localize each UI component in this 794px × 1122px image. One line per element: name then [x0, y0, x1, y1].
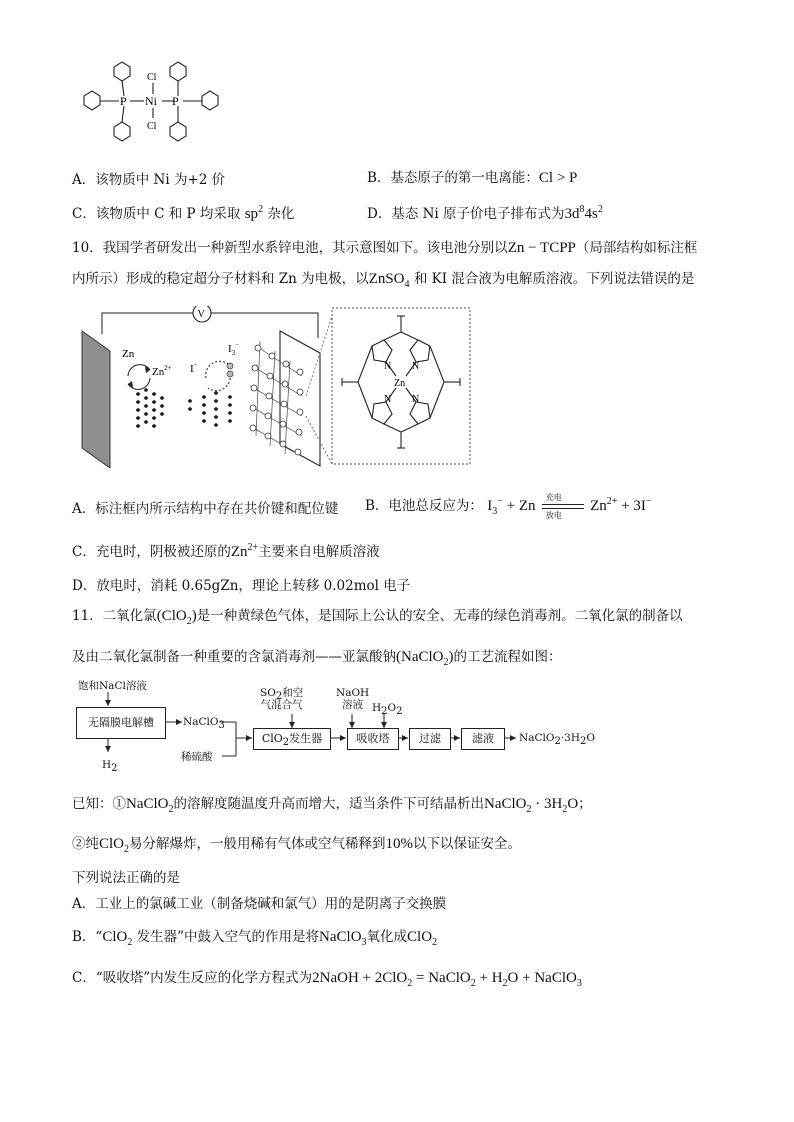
q11-stem-line1	[72, 604, 683, 625]
q10-option-d-text: D．放电时，消耗 0.65gZn，理论上转移 0.02mol 电子	[72, 578, 411, 594]
known-2	[72, 832, 521, 853]
iodide-dots	[188, 391, 232, 427]
q9-option-c-text: C．该物质中 C 和 P 均采取	[72, 206, 241, 222]
ni-atom: Ni	[145, 94, 157, 108]
clo2-formula: (ClO$_2$)	[156, 608, 197, 627]
h2-label: $H_2$	[102, 759, 118, 775]
q10-option-c-text: C．充电时，阴极被还原的	[72, 544, 231, 560]
q11-stem1-b: 是一种黄绿色气体，是国际上公认的安全、无毒的绿色消毒剂。二氧化氯的制备以	[196, 608, 683, 624]
electrolyzer-box: 无隔膜电解槽	[76, 707, 166, 739]
q9-option-b[interactable]	[367, 166, 577, 187]
ni-complex-structure	[82, 58, 252, 160]
q10-option-b-text: B．电池总反应为：	[365, 498, 483, 514]
q9-option-d[interactable]	[367, 202, 603, 223]
known2-a: ②纯	[72, 836, 99, 852]
zn-ion-dots	[136, 388, 164, 428]
known2-c: 以下以保证安全。	[413, 836, 522, 852]
zn-label: Zn	[122, 348, 135, 360]
zn-tcpp-electrode	[280, 331, 320, 466]
zn-tcpp-formula: Zn − TCPP	[507, 240, 576, 256]
filtrate-box: 滤液	[461, 728, 505, 750]
n-atom-tr: N	[412, 361, 420, 372]
clo2-formula-known: ClO$_2$	[99, 836, 130, 855]
cl-atom-bottom: Cl	[147, 121, 157, 132]
sp2-formula: $sp^2$	[244, 204, 264, 222]
naclo3-formula-b: NaClO$_3$	[319, 929, 367, 948]
n-atom-tl: N	[384, 361, 392, 372]
q9-option-b-text: B．基态原子的第一电离能：	[367, 170, 539, 186]
clo2-formula-b2: ClO$_2$	[407, 929, 438, 948]
q11-option-b-b: 发生器”中鼓入空气的作用是将	[136, 929, 320, 945]
q9-option-c[interactable]	[72, 202, 294, 223]
n-atom-br: N	[412, 394, 420, 405]
reversible-arrow	[540, 492, 586, 520]
n-atom-bl: N	[384, 394, 392, 405]
known2-b: 易分解爆炸，一般用稀有气体或空气稀释到	[129, 836, 386, 852]
gas-label: $SO_2$和空 气混合气	[260, 687, 304, 711]
q11-stem-line2	[72, 645, 562, 666]
q9-option-a-text: A．该物质中 Ni 为+2 价	[72, 172, 226, 188]
voltmeter-label: V	[197, 309, 205, 320]
triiodide-label: $I_3^-$	[228, 341, 240, 357]
q10-option-c[interactable]	[72, 540, 380, 561]
q11-option-b[interactable]	[72, 925, 437, 946]
known1-a: 已知：①	[72, 796, 126, 812]
q10-option-c-tail: 主要来自电解质溶液	[258, 544, 380, 560]
q9-option-b-math: Cl > P	[538, 170, 578, 186]
q10-stem1-c: （局部结构如标注框	[575, 240, 698, 256]
clo2-formula-b: ClO$_2$	[102, 929, 133, 948]
q11-option-a-text: A．工业上的氯碱工业（制备烧碱和氯气）用的是阴离子交换膜	[72, 896, 447, 912]
absorb-equation: 2NaOH + 2ClO$_2$ = NaClO$_2$ + $H_2O$ + NaClO$_3$	[312, 970, 582, 989]
q11-option-b-a: B．“	[72, 929, 103, 945]
znso4-formula: ZnSO$_4$	[368, 271, 410, 290]
cl-atom-top: Cl	[147, 72, 157, 83]
naclo2-formula-known: NaClO$_2$	[126, 796, 174, 815]
q10-option-d[interactable]	[72, 574, 410, 594]
clo2-generator-box: ClO$_2$发生器	[253, 728, 331, 750]
filter-box: 过滤	[409, 728, 451, 750]
q11-stem2-b: 的工艺流程如图：	[453, 649, 562, 665]
process-flow-chart	[70, 680, 630, 780]
zinc-electrode	[82, 331, 110, 468]
q10-option-b[interactable]	[365, 494, 652, 522]
q11-option-c[interactable]	[72, 966, 582, 987]
q11-ask: 下列说法正确的是	[72, 870, 180, 886]
q9-option-d-text: D．基态 Ni 原子价电子排布式为	[367, 206, 565, 222]
ten-percent: 10%	[385, 836, 414, 852]
naoh-label: NaOH 溶液	[336, 687, 370, 711]
q10-option-a[interactable]	[72, 497, 338, 517]
hydrate-formula: NaClO$_2$ · $3H_2O$	[484, 796, 579, 815]
known-1: 已知：①NaClO$_2$的溶解度随温度升高而增大，适当条件下可结晶析出NaClO$_2$ · $3H_2O$；	[72, 796, 592, 815]
zinc-battery-diagram	[80, 306, 475, 468]
q10-stem2-a: 内所示）形成的稳定超分子材料和 Zn 为电极，以	[72, 271, 369, 287]
naclo2-formula: (NaClO$_2$)	[396, 649, 454, 668]
reactant-formula: $I_3^- + Zn$	[487, 496, 536, 517]
product-label: $NaClO_2\cdot 3H_2O$	[519, 732, 595, 748]
zn2plus-formula: $Zn^{2+}$	[230, 542, 259, 560]
q11-option-b-c: 氧化成	[366, 929, 408, 945]
acid-label: 稀硫酸	[181, 751, 213, 763]
q10-option-a-text: A．标注框内所示结构中存在共价键和配位键	[72, 501, 339, 517]
absorption-tower-box: 吸收塔	[347, 728, 399, 750]
q10-stem2-b: 和 KI 混合液为电解质溶液。下列说法错误的是	[413, 271, 695, 287]
q11-option-c-a: C．“吸收塔”内发生反应的化学方程式为	[72, 970, 313, 986]
q11-option-a[interactable]	[72, 892, 446, 912]
known1-b: 的溶解度随温度升高而增大，适当条件下可结晶析出	[173, 796, 484, 812]
q10-stem-line1	[72, 236, 697, 257]
p-atom-left: P	[120, 94, 127, 108]
q9-option-a[interactable]	[72, 168, 225, 188]
p-atom-right: P	[172, 94, 179, 108]
discharge-label: 放电	[545, 510, 562, 520]
zn-center-atom: Zn	[394, 378, 406, 389]
q9-option-c-tail: 杂化	[267, 206, 295, 222]
q11-stem1-a: 11．二氧化氯	[72, 608, 157, 624]
iodide-label: I−	[190, 361, 198, 375]
ni-config-formula: $3d^84s^2$	[564, 204, 603, 222]
product-formula: $Zn^{2+} + 3I^-$	[590, 496, 652, 514]
zn2plus-label: $Zn^{2+}$	[152, 364, 172, 378]
q11-stem2-a: 及由二氧化氯制备一种重要的含氯消毒剂——亚氯酸钠	[72, 649, 396, 665]
naclo3-label: NaClO$_3$	[183, 716, 225, 732]
charge-label: 充电	[545, 492, 562, 502]
q10-stem1-a: 10．我国学者研发出一种新型水系锌电池，其示意图如下。该电池分别以	[72, 240, 508, 256]
feed-label: 饱和NaCl溶液	[78, 680, 147, 692]
q10-stem-line2	[72, 267, 694, 288]
h2o2-label: $H_2O_2$	[372, 702, 403, 718]
